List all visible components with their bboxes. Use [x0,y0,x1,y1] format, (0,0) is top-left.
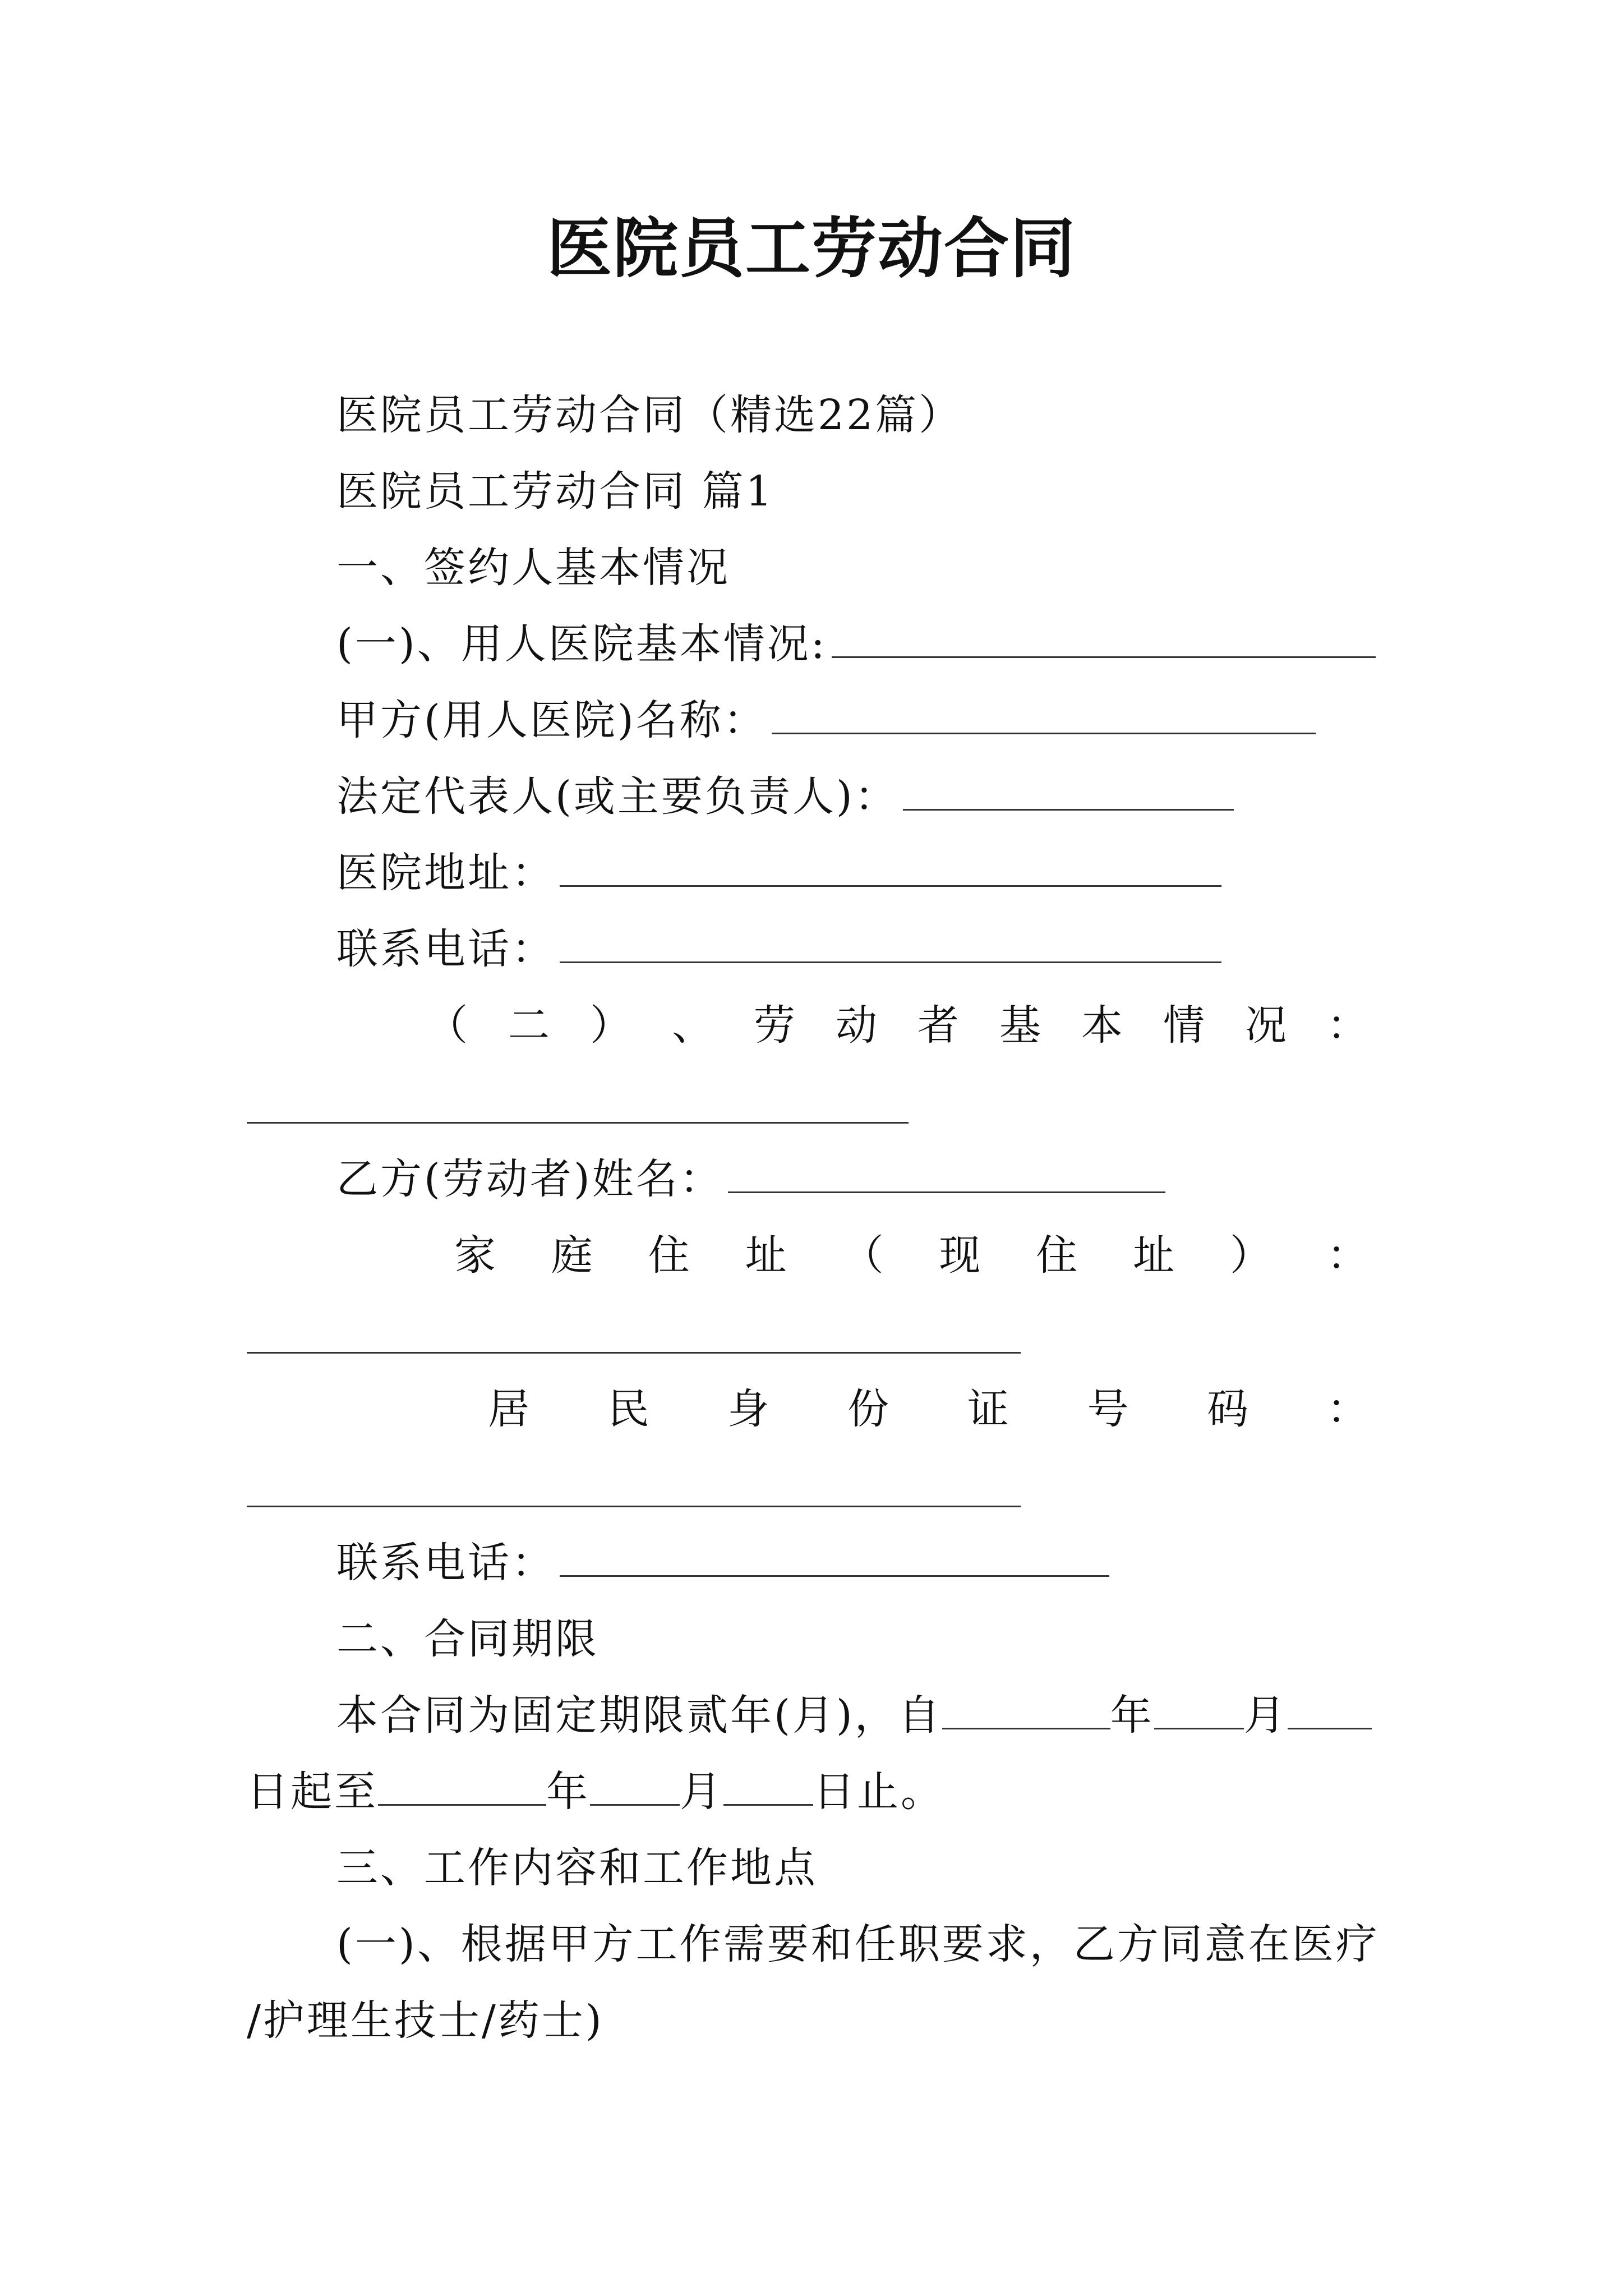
term-line-2 [247,1764,944,1820]
party-a-name-blank[interactable] [772,692,1316,734]
id-number-char: 号 [1087,1385,1129,1433]
year-label: 年 [546,1768,590,1816]
month-label: 月 [680,1768,723,1816]
section-3-heading: 三、工作内容和工作地点 [336,1844,818,1892]
hospital-address-label: 医院地址： [336,849,555,897]
id-number-char: 份 [847,1385,889,1433]
worker-info-char: 者 [917,1001,959,1050]
month-label: 月 [1243,1691,1288,1740]
party-b-name-blank[interactable] [728,1151,1165,1193]
term-line-1 [336,1687,1372,1743]
hospital-address-blank[interactable] [560,845,1221,887]
hospital-address-line [336,845,1221,901]
end-month-blank[interactable] [590,1764,680,1806]
start-month-blank[interactable] [1154,1687,1244,1729]
party-a-name-line [336,692,1316,748]
home-address-char: ： [1326,1231,1368,1280]
id-number-char: 身 [727,1385,769,1433]
home-address-char: （ [842,1231,884,1280]
term-text: 日起至 [247,1768,378,1816]
phone-1-blank[interactable] [560,921,1221,963]
party-b-name-line [336,1151,1165,1207]
duty-line-2: /护理生技士/药士) [247,1996,604,2045]
worker-info-char: 本 [1081,1001,1123,1050]
subtitle: 医院员工劳动合同（精选22篇） [336,391,963,439]
worker-info-char: ： [1327,1001,1368,1050]
party-a-name-label: 甲方(用人医院)名称： [336,696,767,744]
start-year-blank[interactable] [942,1687,1110,1729]
phone-1-label: 联系电话： [336,925,555,973]
document-title: 医院员工劳动合同 [547,210,1076,287]
phone-2-line [336,1535,1109,1591]
home-address-char: ） [1230,1231,1271,1280]
section-1-heading: 一、签约人基本情况 [336,544,730,592]
home-address-line [454,1227,1368,1283]
home-address-char: 址 [1133,1231,1175,1280]
section-2-heading: 二、合同期限 [336,1615,599,1663]
id-number-blank[interactable] [247,1506,1021,1507]
part-heading: 医院员工劳动合同 篇1 [336,467,774,516]
employer-info-line [336,616,1376,672]
home-address-char: 址 [745,1231,787,1280]
home-address-char: 住 [648,1231,690,1280]
worker-info-char: 况 [1245,1001,1287,1050]
id-number-char: ： [1326,1385,1368,1433]
phone-2-label: 联系电话： [336,1539,555,1587]
id-number-char: 居 [488,1385,529,1433]
year-label: 年 [1110,1691,1154,1740]
worker-info-char: （ [426,1001,468,1050]
worker-info-char: 基 [999,1001,1041,1050]
employer-info-blank[interactable] [832,616,1376,658]
worker-info-char: 劳 [754,1001,795,1050]
home-address-char: 庭 [551,1231,593,1280]
legal-rep-label: 法定代表人(或主要负责人)： [336,772,898,821]
id-number-char: 民 [607,1385,649,1433]
home-address-char: 家 [454,1231,496,1280]
home-address-char: 现 [939,1231,981,1280]
phone-2-blank[interactable] [560,1535,1109,1577]
term-end-text: 日止。 [813,1768,944,1816]
home-address-blank[interactable] [247,1352,1021,1354]
legal-rep-line [336,769,1234,825]
worker-info-line [426,997,1368,1053]
employer-info-label: (一)、用人医院基本情况: [336,620,827,668]
home-address-char: 住 [1036,1231,1078,1280]
id-number-line [488,1381,1368,1437]
id-number-char: 证 [967,1385,1009,1433]
phone-1-line [336,921,1221,977]
legal-rep-blank[interactable] [903,769,1234,811]
worker-info-blank[interactable] [247,1122,909,1124]
worker-info-char: 、 [672,1001,713,1050]
worker-info-char: 二 [508,1001,550,1050]
term-text: 本合同为固定期限贰年(月)，自 [336,1691,942,1740]
end-day-blank[interactable] [723,1764,813,1806]
end-year-blank[interactable] [378,1764,546,1806]
worker-info-char: ） [590,1001,631,1050]
worker-info-char: 情 [1163,1001,1205,1050]
duty-line-1: (一)、根据甲方工作需要和任职要求，乙方同意在医疗 [336,1920,1380,1968]
start-day-blank[interactable] [1288,1687,1372,1729]
party-b-name-label: 乙方(劳动者)姓名： [336,1155,723,1203]
id-number-char: 码 [1207,1385,1249,1433]
worker-info-char: 动 [836,1001,877,1050]
